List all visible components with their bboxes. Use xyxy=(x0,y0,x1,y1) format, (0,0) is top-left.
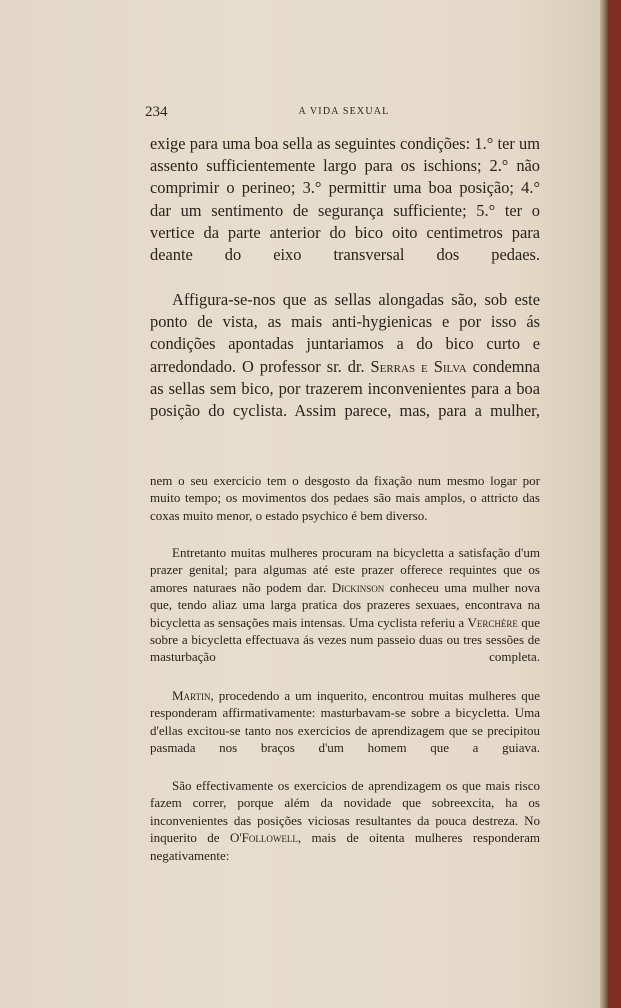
running-title: A VIDA SEXUAL xyxy=(298,106,390,117)
author-name: O'Followell xyxy=(229,830,298,846)
footnote-paragraph-4-text-a: São effectivamente os exercicios de aprendizagem os que mais risco fazem correr, porque além da novidade que sobreexcita, ha os inconvenientes das posições viciosas resultantes da pouca destreza. No inquerito de xyxy=(150,778,540,846)
footnote-paragraph-4 xyxy=(150,777,540,864)
footnote-paragraph-2-text-a: Entretanto muitas mulheres procuram na bicycletta a satisfação d'um prazer genital; para algumas até este prazer offerece requintes que os amores naturaes não podem dar. xyxy=(150,545,540,595)
book-cover-edge xyxy=(608,0,621,1008)
main-paragraph-2 xyxy=(150,289,540,422)
footnote-paragraph-3-text: , procedendo a um inquerito, encontrou muitas mulheres que responderam affirmativamente: masturbavam-se sobre a bicycletta. Uma d'ellas excitou-se tanto nos exercicios de aprendizagem que se precipitou pasmada nos braços d'um homem que a guiava. xyxy=(150,688,540,756)
author-name: Martin xyxy=(172,688,211,703)
author-name: Verchère xyxy=(467,614,518,630)
main-paragraph-1 xyxy=(150,133,540,266)
main-paragraph-2-text-a: Affigura-se-nos que as sellas alongadas são, sob este ponto de vista, as mais anti-hygienicas e por isso ás condições apontadas juntariamos a do bico curto e arredondado. O professor sr. dr. xyxy=(150,290,540,376)
footnote-paragraph-4-text-b: , mais de oitenta mulheres responderam negativamente: xyxy=(150,830,540,863)
footnote-paragraph-3 xyxy=(150,687,540,757)
footnote-paragraph-2-text-c: que sobre a bicycletta effectuava ás vezes num passeio duas ou tres sessões de masturbação completa. xyxy=(150,614,540,665)
author-name: Dickinson xyxy=(331,579,385,595)
page-header xyxy=(145,104,543,120)
author-name: Serras e Silva xyxy=(370,356,467,376)
footnote-paragraph-1 xyxy=(150,472,540,524)
page-edge xyxy=(600,0,608,1008)
footnote-paragraph-2 xyxy=(150,544,540,666)
page-number: 234 xyxy=(145,104,168,120)
footnote-paragraph-2-text-b: conheceu uma mulher nova que, tendo aliaz uma larga pratica dos prazeres sexuaes, encontrava na bicycletta as sensações mais intensas. Uma cyclista referiu a xyxy=(150,579,541,630)
main-paragraph-1-text: exige para uma boa sella as seguintes condições: 1.° ter um assento sufficientemente largo para os ischions; 2.° não comprimir o perineo; 3.° permittir uma boa posição; 4.° dar um sentimento de segurança sufficiente; 5.° ter o vertice da parte anterior do bico oito centimetros para deante do eixo transversal dos pedaes. xyxy=(150,134,540,265)
footnote-paragraph-1-text: nem o seu exercicio tem o desgosto da fixação num mesmo logar por muito tempo; os movimentos dos pedaes são mais amplos, o attricto das coxas muito menor, o estado psychico é bem diverso. xyxy=(150,473,540,523)
main-paragraph-2-text-b: condemna as sellas sem bico, por trazerem inconvenientes para a boa posição do cyclista. Assim parece, mas, para a mulher, xyxy=(150,356,540,421)
